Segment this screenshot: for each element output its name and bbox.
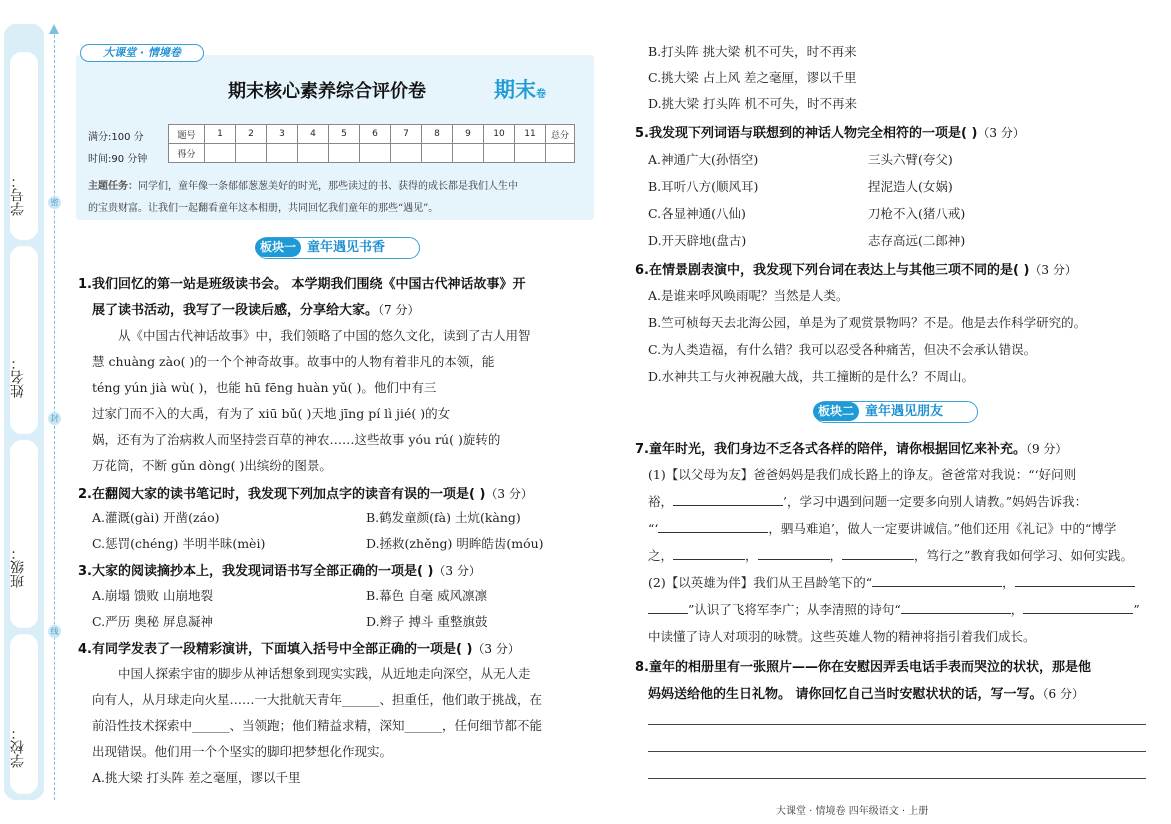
cut-mark: 线	[48, 625, 61, 638]
theme-task	[88, 176, 588, 220]
q1-passage-line: téng yún jià wù( )，也能 hū fēng huàn yǔ( )。他们中有三	[92, 380, 437, 395]
section-tag: 板块一	[255, 238, 301, 257]
fill-blank[interactable]	[758, 548, 830, 560]
q5-option-a-left[interactable]: A.神通广大(孙悟空)	[648, 152, 759, 167]
question-7-stem	[635, 438, 1067, 457]
q5-option-c-right: 刀枪不入(猪八戒)	[868, 206, 966, 221]
score-cell: 6	[360, 125, 391, 144]
q3-option-c[interactable]: C.严历 奥秘 屏息凝神	[92, 614, 214, 629]
score-input[interactable]	[515, 144, 546, 163]
q6-option-b[interactable]: B.竺可桢每天去北海公园，单是为了观赏景物吗？不是。他是去作科学研究的。	[648, 315, 1087, 330]
fill-blank[interactable]	[1015, 575, 1135, 587]
school-label: 学校：	[10, 726, 26, 768]
score-cell: 4	[298, 125, 329, 144]
badge-suffix: 卷	[536, 89, 546, 100]
q2-option-b[interactable]: B.鹤发童颜(fà) 土炕(kàng)	[366, 510, 521, 525]
q5-stem-text: 5.我发现下列词语与联想到的神话人物完全相符的一项是( )	[635, 126, 978, 141]
question-points: （9 分）	[1025, 442, 1068, 456]
q3-option-b[interactable]: B.幕色 自毫 威风凛凛	[366, 588, 488, 603]
q7-line	[648, 492, 1087, 510]
q1-stem-text: 展了读书活动，我写了一段读后感，分享给大家。	[92, 303, 379, 318]
score-input[interactable]	[546, 144, 575, 163]
fill-blank[interactable]	[673, 548, 745, 560]
score-cell: 8	[422, 125, 453, 144]
binding-sidebar	[4, 24, 44, 800]
class-field[interactable]	[10, 440, 38, 628]
question-4-stem	[78, 638, 520, 657]
task-text: 的宝贵财富。让我们一起翻看童年这本相册，共同回忆我们童年的那些“遇见”。	[88, 203, 439, 214]
score-input[interactable]	[267, 144, 298, 163]
q7-text: ”认识了飞将军李广；从李清照的诗句“	[688, 602, 901, 617]
score-table	[168, 124, 575, 163]
q4-passage-line: 向有人，从月球走向火星……一大批航天青年______、担重任，他们敢于挑战，在	[92, 692, 543, 707]
score-input[interactable]	[360, 144, 391, 163]
q5-option-b-left[interactable]: B.耳听八方(顺风耳)	[648, 179, 759, 194]
q8-stem-text: 妈妈送给他的生日礼物。 请你回忆自己当时安慰状状的话，写一写。	[648, 687, 1043, 702]
score-total-label: 总分	[546, 125, 575, 144]
score-row-points	[169, 144, 575, 163]
fill-blank[interactable]	[901, 602, 1011, 614]
question-points: （3 分）	[977, 126, 1025, 140]
score-input[interactable]	[298, 144, 329, 163]
task-text: 同学们，童年像一条郁郁葱葱美好的时光，那些读过的书、获得的成长都是我们人生中	[138, 181, 518, 192]
score-cell: 7	[391, 125, 422, 144]
q7-text: ，笃行之”教育我如何学习、如何实践。	[914, 548, 1133, 563]
q4-option-a[interactable]: A.挑大梁 打头阵 差之毫厘，谬以千里	[92, 770, 301, 785]
question-6-stem	[635, 259, 1077, 278]
q2-option-a[interactable]: A.灌溉(gài) 开凿(záo)	[92, 510, 220, 525]
q1-passage-line: 从《中国古代神话故事》中，我们领略了中国的悠久文化，读到了古人用智	[118, 328, 531, 343]
q7-text: (2)【以英雄为伴】我们从王昌龄笔下的“	[648, 575, 873, 590]
question-points: （3 分）	[472, 642, 520, 656]
score-cell: 1	[205, 125, 236, 144]
q6-option-d[interactable]: D.水神共工与火神祝融大战，共工撞断的是什么？不周山。	[648, 369, 975, 384]
score-cell: 10	[484, 125, 515, 144]
q5-option-a-right: 三头六臂(夸父)	[868, 152, 953, 167]
name-field[interactable]	[10, 246, 38, 434]
q1-passage-line: 过家门而不入的大禹，有为了 xiū bǔ( )天地 jīng pí lì jié( )的女	[92, 406, 451, 421]
q3-option-a[interactable]: A.崩塌 馈败 山崩地裂	[92, 588, 213, 603]
question-8-stem: 8.童年的相册里有一张照片——你在安慰因弄丢电话手表而哭泣的状状，那是他	[635, 660, 1091, 675]
q4-option-c[interactable]: C.挑大梁 占上风 差之毫厘，谬以千里	[648, 70, 857, 85]
question-points: （6 分）	[1042, 687, 1084, 701]
score-cell: 2	[236, 125, 267, 144]
q5-option-d-left[interactable]: D.开天辟地(盘古)	[648, 233, 747, 248]
score-input[interactable]	[205, 144, 236, 163]
fill-blank[interactable]	[658, 521, 768, 533]
score-input[interactable]	[329, 144, 360, 163]
fill-blank[interactable]	[872, 575, 1002, 587]
q5-option-b-right: 捏泥造人(女娲)	[868, 179, 953, 194]
fill-blank[interactable]	[648, 602, 688, 614]
score-cell: 3	[267, 125, 298, 144]
q4-passage-line: 前沿性技术探索中______、当领跑；他们精益求精，深知______，任何细节都不能	[92, 718, 543, 733]
q1-passage-line: 万花筒，不断 gǔn dòng( )出缤纷的图景。	[92, 458, 332, 473]
full-score: 满分:100 分	[88, 132, 144, 143]
score-row-label: 题号	[169, 125, 205, 144]
q4-option-d[interactable]: D.挑大梁 打头阵 机不可失，时不再来	[648, 96, 857, 111]
question-3-stem	[78, 560, 481, 579]
name-label: 姓名：	[10, 356, 26, 398]
q7-line: 中读懂了诗人对项羽的咏赞。这些英雄人物的精神将指引着我们成长。	[648, 629, 1036, 644]
fill-blank[interactable]	[673, 494, 783, 506]
section-2-header	[814, 401, 978, 423]
q5-option-d-right: 志存高远(二郎神)	[868, 233, 966, 248]
section-1-header	[256, 237, 420, 259]
q3-stem-text: 3.大家的阅读摘抄本上，我发现词语书写全部正确的一项是( )	[78, 564, 434, 579]
question-2-stem	[78, 483, 533, 502]
q7-line: ”认识了飞将军李广；从李清照的诗句“ ， ”	[648, 600, 1140, 618]
q3-option-d[interactable]: D.辫子 搏斗 重整旗鼓	[366, 614, 488, 629]
title-badge	[494, 74, 546, 104]
question-5-stem	[635, 122, 1025, 141]
q7-text: “‘	[648, 521, 659, 536]
score-input[interactable]	[484, 144, 515, 163]
q4-stem-text: 4.有同学发表了一段精彩演讲，下面填入括号中全部正确的一项是( )	[78, 642, 473, 657]
q7-text: ，驷马难追’，做人一定要讲诚信。”他们还用《礼记》中的“博学	[768, 521, 1117, 536]
exam-time: 时间:90 分钟	[88, 154, 148, 165]
fill-blank[interactable]	[1023, 602, 1133, 614]
score-cell: 9	[453, 125, 484, 144]
cut-mark: 密	[48, 196, 61, 209]
score-row-label: 得分	[169, 144, 205, 163]
question-8-stem	[648, 683, 1084, 702]
question-1-stem: 1.我们回忆的第一站是班级读书会。 本学期我们围绕《中国古代神话故事》开	[78, 277, 526, 292]
q7-text: ’，学习中遇到问题一定要多向别人请教。”妈妈告诉我：	[783, 494, 1088, 509]
q6-option-a[interactable]: A.是谁来呼风唤雨呢？当然是人类。	[648, 288, 849, 303]
brand-tab: 大课堂 · 情境卷	[80, 44, 204, 62]
section-tag: 板块二	[813, 402, 859, 421]
q7-stem-text: 7.童年时光，我们身边不乏各式各样的陪伴，请你根据回忆来补充。	[635, 442, 1026, 457]
q6-stem-text: 6.在情景剧表演中，我发现下列台词在表达上与其他三项不同的是( )	[635, 263, 1030, 278]
score-input[interactable]	[391, 144, 422, 163]
q1-passage-line: 娲，还有为了治病救人而坚持尝百草的神农……这些故事 yóu rú( )旋转的	[92, 432, 501, 447]
q4-option-b[interactable]: B.打头阵 挑大梁 机不可失，时不再来	[648, 44, 857, 59]
fill-blank[interactable]	[842, 548, 914, 560]
page-title: 期末核心素养综合评价卷	[228, 81, 426, 102]
class-label: 班级：	[10, 546, 26, 588]
score-input[interactable]	[236, 144, 267, 163]
question-1-stem	[92, 299, 419, 318]
q2-option-d[interactable]: D.拯救(zhěng) 明眸皓齿(móu)	[366, 536, 544, 551]
answer-line[interactable]	[648, 751, 1146, 752]
section-title: 童年遇见书香	[307, 240, 386, 255]
score-cell: 11	[515, 125, 546, 144]
q7-line: (2)【以英雄为伴】我们从王昌龄笔下的“ ，	[648, 573, 1135, 591]
q5-option-c-left[interactable]: C.各显神通(八仙)	[648, 206, 746, 221]
q4-passage-line: 出现错误。他们用一个个坚实的脚印把梦想化作现实。	[92, 744, 393, 759]
q7-line	[648, 519, 1116, 537]
score-input[interactable]	[453, 144, 484, 163]
question-points: （3 分）	[433, 564, 481, 578]
q7-line: 之， ， ， ，笃行之”教育我如何学习、如何实践。	[648, 548, 1133, 563]
q6-option-c[interactable]: C.为人类造福，有什么错？我可以忍受各种痛苦，但决不会承认错误。	[648, 342, 1037, 357]
answer-line[interactable]	[648, 778, 1146, 779]
answer-line[interactable]	[648, 724, 1146, 725]
score-input[interactable]	[422, 144, 453, 163]
badge-text: 期末	[494, 78, 536, 102]
page-footer: 大课堂 · 情境卷 四年级语文 · 上册	[776, 806, 929, 817]
student-id-label: 学号：	[10, 174, 26, 216]
task-label: 主题任务：	[88, 181, 138, 192]
q7-line: (1)【以父母为友】爸爸妈妈是我们成长路上的诤友。爸爸常对我说：“‘好问则	[648, 467, 1077, 482]
cut-mark: 封	[48, 412, 61, 425]
question-points: （7 分）	[378, 303, 420, 317]
question-points: （3 分）	[485, 487, 533, 501]
section-title: 童年遇见朋友	[865, 404, 944, 419]
score-row-numbers	[169, 125, 575, 144]
q2-option-c[interactable]: C.惩罚(chéng) 半明半昧(mèi)	[92, 536, 266, 551]
school-field[interactable]	[10, 634, 38, 794]
score-cell: 5	[329, 125, 360, 144]
q7-text: 裕，	[648, 494, 674, 509]
q4-passage-line: 中国人探索宇宙的脚步从神话想象到现实实践，从近地走向深空，从无人走	[118, 666, 531, 681]
q1-passage-line: 慧 chuàng zào( )的一个个神奇故事。故事中的人物有着非凡的本领，能	[92, 354, 495, 369]
q7-text: 之，	[648, 548, 674, 563]
q2-stem-text: 2.在翻阅大家的读书笔记时，我发现下列加点字的读音有误的一项是( )	[78, 487, 486, 502]
question-points: （3 分）	[1029, 263, 1077, 277]
